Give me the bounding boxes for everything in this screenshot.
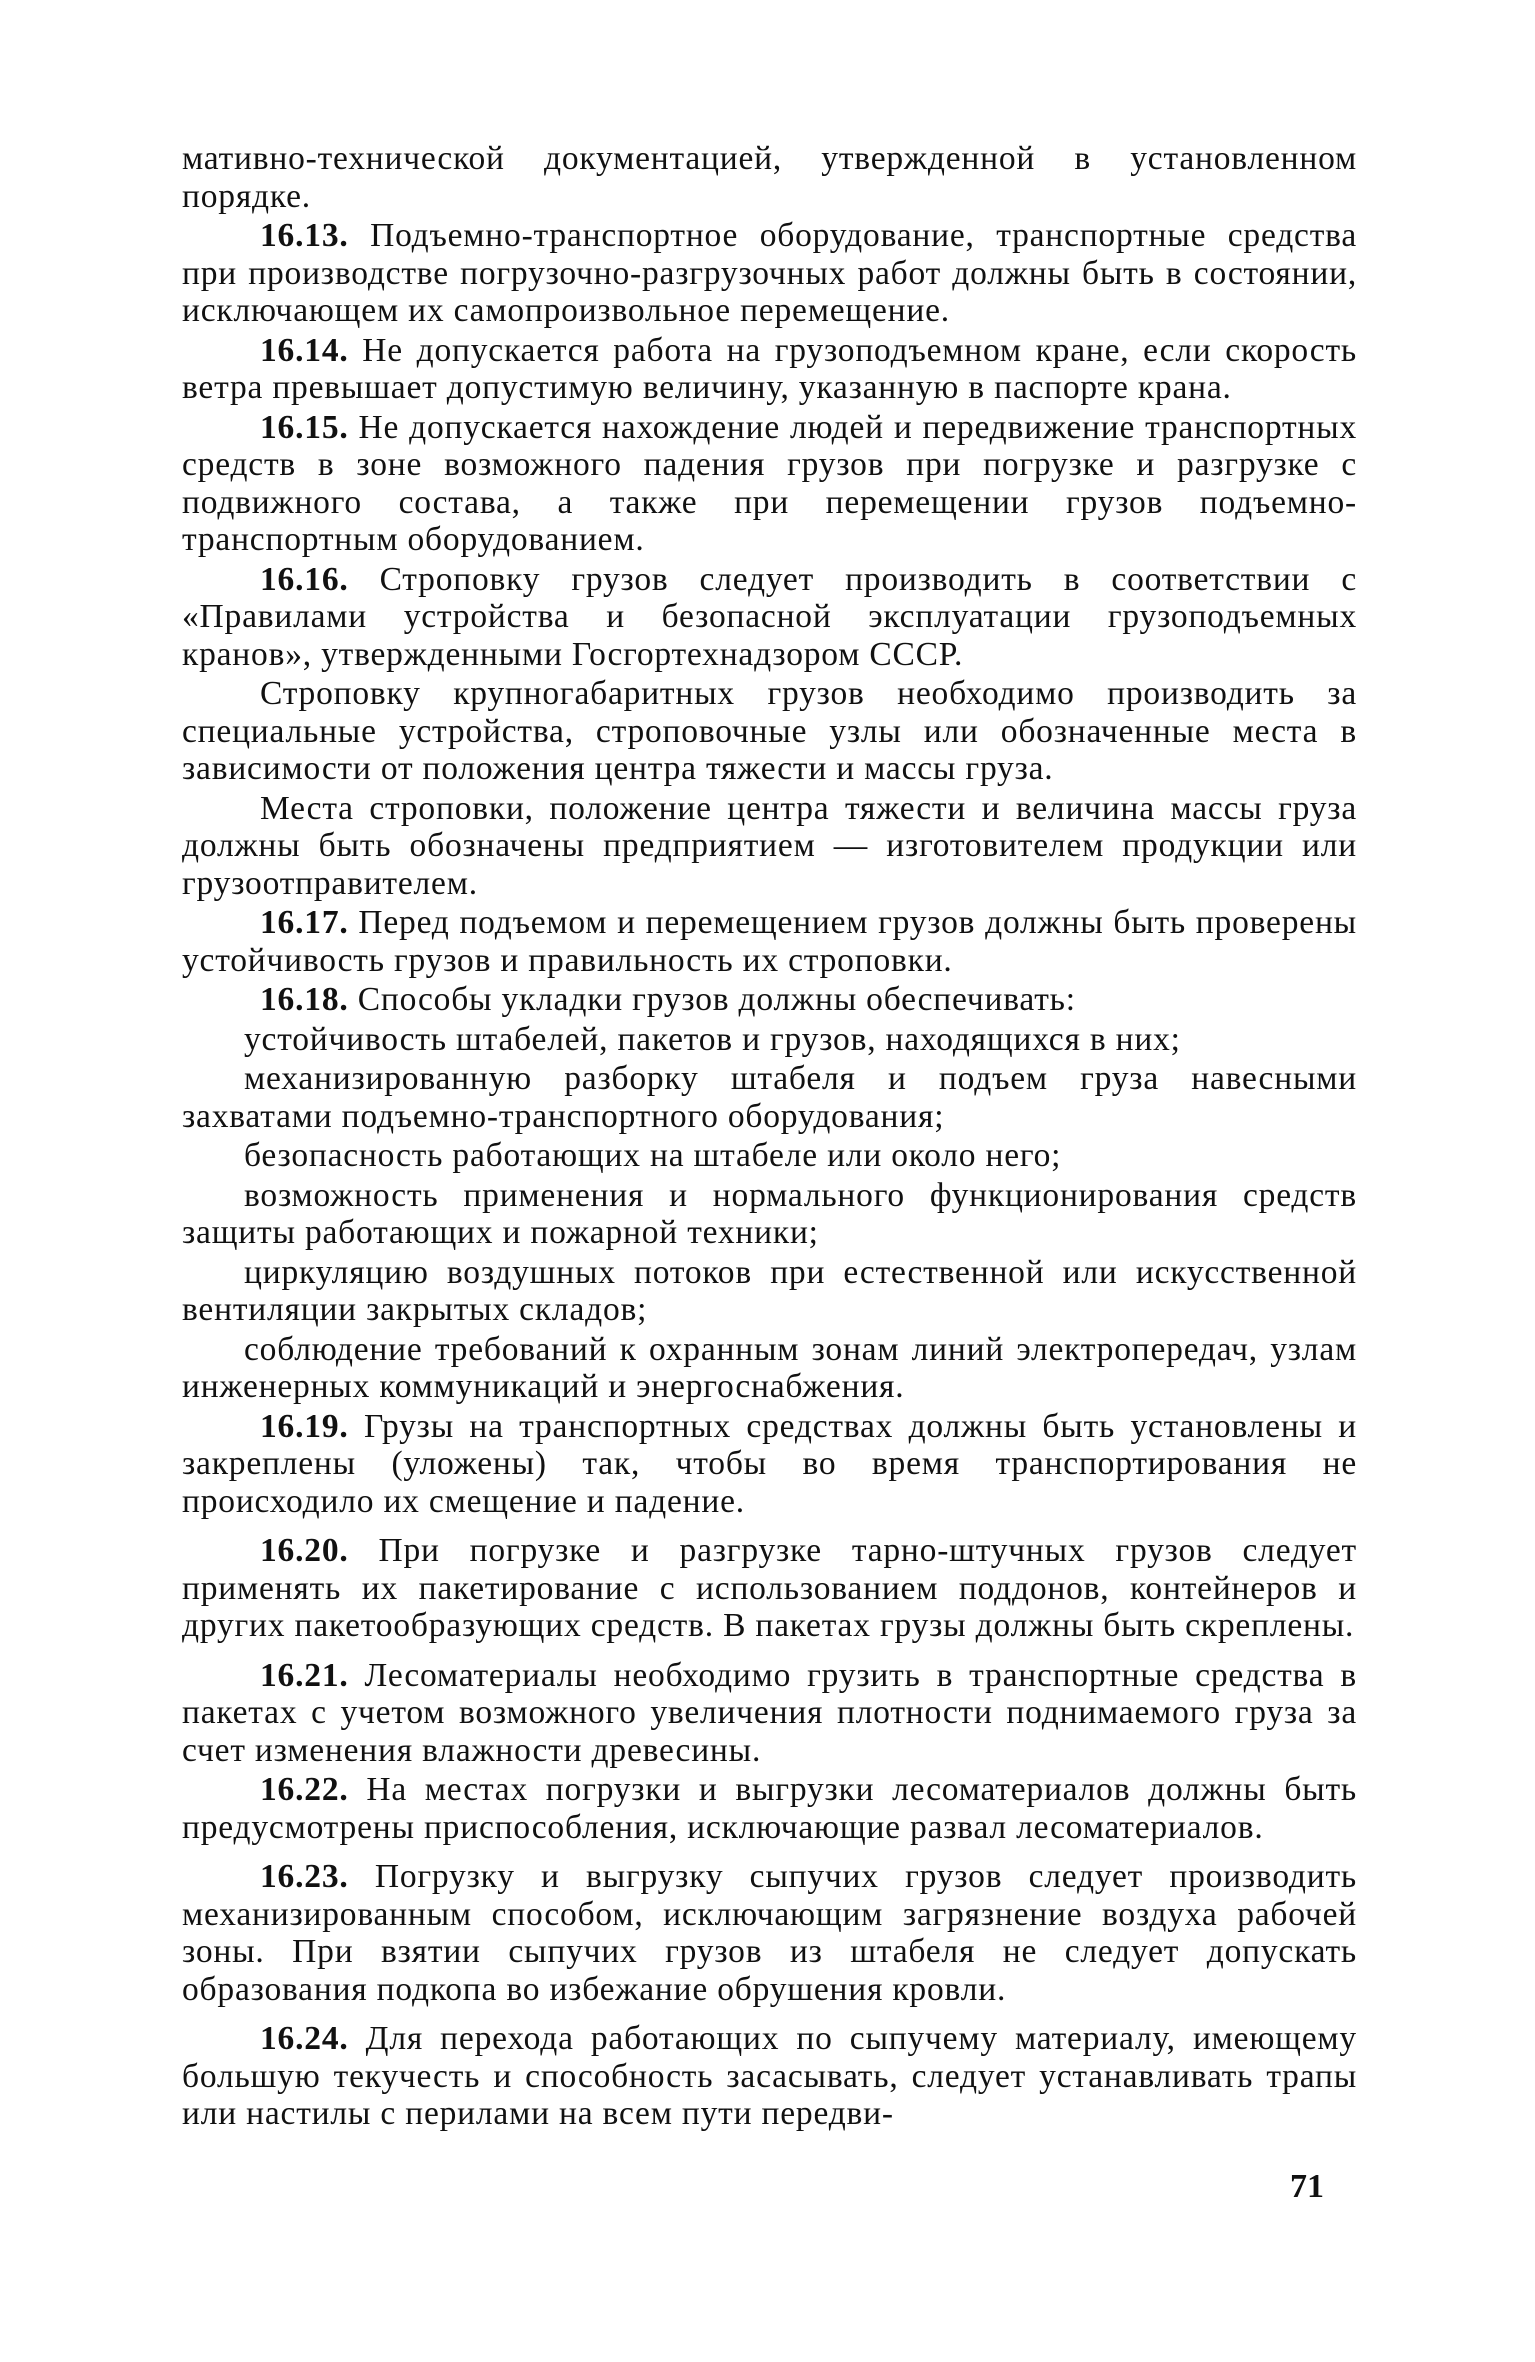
- list-item: [182, 1060, 1357, 1135]
- clause-number: 16.19.: [260, 1407, 349, 1445]
- clause-number: 16.22.: [260, 1771, 349, 1808]
- document-page: [182, 140, 1357, 2135]
- paragraph-text: Перед подъемом и перемещением грузов должны быть проверены устойчивость грузов и правильность их строповки.: [182, 904, 1357, 979]
- clause-16-16: [182, 561, 1357, 674]
- list-item-text: циркуляцию воздушных потоков при естественной или искусственной вентиляции закрытых складов;: [182, 1253, 1357, 1328]
- paragraph-text: Подъемно-транспортное оборудование, транспортные средства при производстве погрузочно-разгрузочных работ должны быть в состоянии, исключающем их самопроизвольное перемещение.: [182, 217, 1357, 329]
- list-item-text: безопасность работающих на штабеле или около него;: [244, 1137, 1062, 1174]
- paragraph-text: мативно-технической документацией, утвержденной в установленном порядке.: [182, 140, 1357, 215]
- paragraph-text: На местах погрузки и выгрузки лесоматериалов должны быть предусмотрены приспособления, исключающие развал лесоматериалов.: [182, 1771, 1357, 1846]
- paragraph-text: При погрузке и разгрузке тарно-штучных грузов следует применять их пакетирование с использованием поддонов, контейнеров и других пакетообразующих средств. В пакетах грузы должны быть скреплены.: [182, 1532, 1357, 1644]
- paragraph-text: Не допускается работа на грузоподъемном кране, если скорость ветра превышает допустимую величину, указанную в паспорте крана.: [182, 331, 1357, 406]
- clause-number: 16.14.: [260, 331, 349, 369]
- list-item: [182, 1137, 1357, 1175]
- clause-16-21: [182, 1657, 1357, 1770]
- clause-16-17: [182, 904, 1357, 979]
- list-item: [182, 1331, 1357, 1406]
- paragraph-text: Строповку грузов следует производить в соответствии с «Правилами устройства и безопасной эксплуатации грузоподъемных кранов», утвержденными Госгортехнадзором СССР.: [182, 560, 1357, 673]
- list-item-text: возможность применения и нормального функционирования средств защиты работающих и пожарной техники;: [182, 1176, 1357, 1251]
- paragraph-text: Способы укладки грузов должны обеспечивать:: [348, 981, 1076, 1018]
- clause-number: 16.20.: [260, 1532, 349, 1569]
- clause-16-19: [182, 1408, 1357, 1521]
- clause-number: 16.15.: [260, 408, 349, 446]
- paragraph-text: Грузы на транспортных средствах должны быть установлены и закреплены (уложены) так, чтобы во время транспортирования не происходило их смещение и падение.: [182, 1407, 1357, 1520]
- clause-number: 16.23.: [260, 1858, 349, 1895]
- clause-number: 16.17.: [260, 904, 349, 941]
- paragraph-text: Для перехода работающих по сыпучему материалу, имеющему большую текучесть и способность засасывать, следует устанавливать трапы или настилы с перилами на всем пути передви-: [182, 2020, 1357, 2132]
- list-item: [182, 1177, 1357, 1252]
- clause-16-22: [182, 1771, 1357, 1846]
- clause-16-14: [182, 332, 1357, 407]
- clause-number: 16.16.: [260, 560, 349, 598]
- clause-number: 16.18.: [260, 981, 349, 1018]
- list-item: [182, 1254, 1357, 1329]
- paragraph-text: Погрузку и выгрузку сыпучих грузов следует производить механизированным способом, исключающим загрязнение воздуха рабочей зоны. При взятии сыпучих грузов из штабеля не следует допускать образования подкопа во избежание обрушения кровли.: [182, 1858, 1357, 2008]
- paragraph-text: Строповку крупногабаритных грузов необходимо производить за специальные устройства, строповочные узлы или обозначенные места в зависимости от положения центра тяжести и массы груза.: [182, 675, 1357, 787]
- clause-number: 16.24.: [260, 2020, 349, 2057]
- clause-16-18: [182, 981, 1357, 1019]
- document-body: [182, 140, 1357, 2133]
- clause-16-23: [182, 1858, 1357, 2008]
- paragraph: [182, 675, 1357, 788]
- clause-16-24: [182, 2020, 1357, 2133]
- page-number: 71: [1290, 2168, 1324, 2205]
- list-item: [182, 1021, 1357, 1059]
- paragraph-text: Места строповки, положение центра тяжести и величина массы груза должны быть обозначены предприятием — изготовителем продукции или грузоотправителем.: [182, 789, 1357, 902]
- list-item-text: устойчивость штабелей, пакетов и грузов, находящихся в них;: [244, 1020, 1181, 1058]
- list-item-text: соблюдение требований к охранным зонам линий электропередач, узлам инженерных коммуникаций и энергоснабжения.: [182, 1330, 1357, 1405]
- paragraph-text: Не допускается нахождение людей и передвижение транспортных средств в зоне возможного падения грузов при погрузке и разгрузке с подвижного состава, а также при перемещении грузов подъемно-транспортным оборудованием.: [182, 408, 1357, 558]
- clause-16-20: [182, 1532, 1357, 1645]
- paragraph-text: Лесоматериалы необходимо грузить в транспортные средства в пакетах с учетом возможного увеличения плотности поднимаемого груза за счет изменения влажности древесины.: [182, 1656, 1357, 1769]
- paragraph: [182, 790, 1357, 903]
- list-item-text: механизированную разборку штабеля и подъем груза навесными захватами подъемно-транспортного оборудования;: [182, 1060, 1357, 1135]
- paragraph-continuation: [182, 140, 1357, 215]
- clause-16-13: [182, 217, 1357, 330]
- clause-number: 16.13.: [260, 217, 349, 254]
- clause-number: 16.21.: [260, 1656, 349, 1694]
- clause-16-15: [182, 409, 1357, 559]
